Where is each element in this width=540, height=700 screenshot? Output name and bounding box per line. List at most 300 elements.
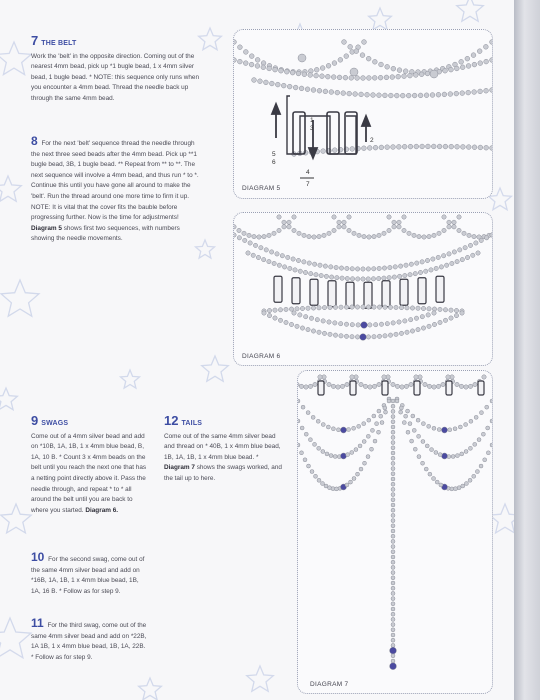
- diagram-reference: Diagram 7: [164, 464, 195, 472]
- silver-bead: [406, 409, 410, 413]
- silver-bead: [296, 258, 300, 262]
- silver-bead: [338, 57, 343, 62]
- silver-bead: [356, 472, 360, 476]
- silver-bead: [464, 423, 468, 427]
- silver-bead: [471, 253, 475, 257]
- silver-bead: [327, 382, 331, 386]
- silver-bead: [432, 233, 436, 237]
- silver-bead: [368, 385, 372, 389]
- silver-bead: [368, 323, 372, 327]
- silver-bead: [372, 75, 377, 80]
- silver-bead: [442, 215, 446, 219]
- silver-bead: [391, 441, 395, 445]
- silver-bead: [449, 308, 453, 312]
- silver-bead: [303, 270, 307, 274]
- silver-bead: [332, 61, 337, 66]
- silver-bead: [252, 78, 257, 83]
- silver-bead: [282, 220, 286, 224]
- blue-bead: [360, 334, 367, 341]
- silver-bead: [339, 266, 343, 270]
- silver-bead: [306, 411, 310, 415]
- silver-bead: [311, 306, 315, 310]
- bugle-bead: [382, 281, 390, 307]
- silver-bead: [479, 238, 483, 242]
- silver-bead: [234, 40, 236, 45]
- silver-bead: [382, 375, 386, 379]
- bugle-bead: [293, 112, 305, 154]
- silver-bead: [391, 617, 395, 621]
- silver-bead: [281, 83, 286, 88]
- silver-bead: [391, 576, 395, 580]
- silver-bead: [452, 220, 456, 224]
- silver-bead: [339, 334, 343, 338]
- silver-bead: [295, 324, 299, 328]
- silver-bead: [443, 68, 448, 73]
- bugle-bead: [446, 381, 452, 395]
- silver-bead: [441, 382, 445, 386]
- silver-bead: [249, 62, 254, 67]
- step-number: 11: [31, 616, 44, 630]
- silver-bead: [407, 231, 411, 235]
- silver-bead: [425, 71, 430, 76]
- silver-bead: [293, 268, 297, 272]
- silver-bead: [402, 228, 406, 232]
- silver-bead: [404, 384, 408, 388]
- silver-bead: [361, 267, 365, 271]
- needle-label: 2: [370, 137, 374, 144]
- silver-bead: [427, 424, 431, 428]
- silver-bead: [391, 654, 395, 658]
- silver-bead: [388, 93, 393, 98]
- silver-bead: [336, 385, 340, 389]
- silver-bead: [361, 76, 366, 81]
- silver-bead: [273, 67, 278, 72]
- silver-bead: [400, 93, 405, 98]
- silver-bead: [325, 452, 329, 456]
- silver-bead: [483, 44, 488, 49]
- silver-bead: [237, 236, 241, 240]
- silver-bead: [371, 93, 376, 98]
- silver-bead: [465, 255, 469, 259]
- silver-bead: [372, 59, 377, 64]
- silver-bead: [272, 231, 276, 235]
- silver-bead: [391, 539, 395, 543]
- silver-bead: [391, 451, 395, 455]
- silver-bead: [318, 375, 322, 379]
- silver-bead: [486, 426, 490, 430]
- silver-bead: [295, 307, 299, 311]
- silver-bead: [391, 524, 395, 528]
- silver-bead: [284, 307, 288, 311]
- silver-bead: [379, 322, 383, 326]
- silver-bead: [365, 92, 370, 97]
- silver-bead: [484, 59, 489, 64]
- silver-bead: [302, 260, 306, 264]
- step-title: SWAGS: [41, 420, 69, 427]
- silver-bead: [269, 250, 273, 254]
- silver-bead: [391, 435, 395, 439]
- silver-bead: [391, 550, 395, 554]
- silver-bead: [436, 92, 441, 97]
- silver-bead: [452, 225, 456, 229]
- silver-bead: [326, 63, 331, 68]
- silver-bead: [377, 382, 381, 386]
- step-11: [31, 618, 149, 663]
- silver-bead: [391, 565, 395, 569]
- silver-bead: [379, 145, 384, 150]
- silver-bead: [363, 461, 367, 465]
- silver-bead: [392, 225, 396, 229]
- silver-bead: [361, 305, 365, 309]
- silver-bead: [359, 92, 364, 97]
- silver-bead: [279, 68, 284, 73]
- step-7: [31, 33, 201, 105]
- silver-bead: [437, 428, 441, 432]
- silver-bead: [350, 375, 354, 379]
- silver-bead: [286, 255, 290, 259]
- silver-bead: [298, 54, 306, 62]
- silver-bead: [392, 220, 396, 224]
- silver-bead: [410, 306, 414, 310]
- silver-bead: [425, 258, 429, 262]
- silver-bead: [418, 375, 422, 379]
- silver-bead: [306, 306, 310, 310]
- silver-bead: [460, 311, 464, 315]
- silver-bead: [356, 323, 360, 327]
- silver-bead: [377, 430, 381, 434]
- silver-bead: [318, 263, 322, 267]
- silver-bead: [391, 382, 395, 386]
- silver-bead: [243, 50, 248, 55]
- step-title: THE BELT: [41, 40, 77, 47]
- silver-bead: [344, 54, 349, 59]
- silver-bead: [297, 231, 301, 235]
- silver-bead: [317, 478, 321, 482]
- silver-bead: [482, 375, 486, 379]
- silver-bead: [429, 268, 433, 272]
- diagram-label: DIAGRAM 7: [310, 681, 349, 688]
- silver-bead: [413, 447, 417, 451]
- silver-bead: [478, 145, 483, 150]
- silver-bead: [391, 409, 395, 413]
- silver-bead: [302, 72, 307, 77]
- silver-bead: [410, 329, 414, 333]
- diagram-reference: Diagram 6.: [85, 506, 119, 514]
- silver-bead: [307, 261, 311, 265]
- silver-bead: [395, 384, 399, 388]
- silver-bead: [391, 529, 395, 533]
- silver-bead: [304, 385, 308, 389]
- silver-bead: [459, 59, 464, 64]
- silver-bead: [460, 257, 464, 261]
- bugle-bead: [327, 112, 339, 154]
- silver-bead: [372, 335, 376, 339]
- silver-bead: [399, 410, 403, 414]
- silver-bead: [333, 305, 337, 309]
- silver-bead: [426, 313, 430, 317]
- silver-bead: [425, 444, 429, 448]
- bugle-bead: [310, 279, 318, 305]
- silver-bead: [282, 265, 286, 269]
- silver-bead: [458, 248, 462, 252]
- silver-bead: [409, 382, 413, 386]
- silver-bead: [391, 659, 395, 663]
- silver-bead: [478, 89, 483, 94]
- silver-bead: [334, 265, 338, 269]
- silver-bead: [350, 450, 354, 454]
- silver-bead: [375, 422, 379, 426]
- silver-bead: [366, 305, 370, 309]
- silver-bead: [307, 234, 311, 238]
- silver-bead: [421, 461, 425, 465]
- silver-bead: [320, 66, 325, 71]
- silver-bead: [473, 382, 477, 386]
- silver-bead: [347, 228, 351, 232]
- silver-bead: [243, 61, 248, 66]
- silver-bead: [483, 458, 487, 462]
- silver-bead: [427, 307, 431, 311]
- silver-bead: [448, 428, 452, 432]
- silver-bead: [391, 602, 395, 606]
- silver-bead: [301, 405, 305, 409]
- silver-bead: [457, 228, 461, 232]
- silver-bead: [474, 241, 478, 245]
- silver-bead: [348, 44, 353, 49]
- bugle-bead: [346, 282, 354, 308]
- silver-bead: [366, 434, 370, 438]
- silver-bead: [315, 317, 319, 321]
- silver-bead: [234, 58, 236, 63]
- silver-bead: [292, 215, 296, 219]
- silver-bead: [477, 49, 482, 54]
- silver-bead: [362, 422, 366, 426]
- silver-bead: [317, 330, 321, 334]
- silver-bead: [391, 581, 395, 585]
- silver-bead: [354, 49, 359, 54]
- bugle-bead: [274, 276, 282, 302]
- silver-bead: [391, 477, 395, 481]
- silver-bead: [314, 73, 319, 78]
- silver-bead: [261, 257, 265, 261]
- silver-bead: [391, 612, 395, 616]
- silver-bead: [292, 311, 296, 315]
- silver-bead: [475, 470, 479, 474]
- silver-bead: [460, 91, 465, 96]
- silver-bead: [391, 482, 395, 486]
- step-body: For the second swag, come out of the same 4mm silver bead and add on *16B, 1A, 1B, 1 x 4mm blue bead, 1B, 1A, 16 B. * Follow as for step 9.: [31, 556, 145, 595]
- silver-bead: [359, 382, 363, 386]
- silver-bead: [391, 638, 395, 642]
- silver-bead: [443, 318, 447, 322]
- bugle-bead: [318, 381, 324, 395]
- silver-bead: [405, 330, 409, 334]
- silver-bead: [437, 144, 442, 149]
- silver-bead: [391, 586, 395, 590]
- silver-bead: [382, 231, 386, 235]
- diagram-7-illustration: [298, 371, 492, 693]
- silver-bead: [356, 277, 360, 281]
- silver-bead: [472, 234, 476, 238]
- silver-bead: [344, 305, 348, 309]
- silver-bead: [298, 382, 299, 386]
- silver-bead: [350, 267, 354, 271]
- silver-bead: [453, 427, 457, 431]
- silver-bead: [350, 68, 358, 76]
- silver-bead: [385, 321, 389, 325]
- silver-bead: [329, 275, 333, 279]
- silver-bead: [313, 442, 317, 446]
- silver-bead: [490, 419, 492, 423]
- silver-bead: [287, 84, 292, 89]
- silver-bead: [272, 261, 276, 265]
- silver-bead: [430, 70, 438, 78]
- silver-bead: [424, 467, 428, 471]
- silver-bead: [412, 233, 416, 237]
- silver-bead: [238, 45, 243, 50]
- silver-bead: [340, 384, 344, 388]
- silver-bead: [409, 262, 413, 266]
- silver-bead: [384, 75, 389, 80]
- silver-bead: [388, 305, 392, 309]
- silver-bead: [355, 335, 359, 339]
- silver-bead: [300, 451, 304, 455]
- silver-bead: [408, 317, 412, 321]
- blue-bead: [390, 663, 397, 670]
- silver-bead: [327, 320, 331, 324]
- silver-bead: [442, 228, 446, 232]
- silver-bead: [355, 267, 359, 271]
- silver-bead: [311, 329, 315, 333]
- silver-bead: [436, 255, 440, 259]
- silver-bead: [304, 432, 308, 436]
- step-number: 8: [31, 134, 38, 148]
- step-title: TAILS: [181, 420, 203, 427]
- bugle-bead: [328, 281, 336, 307]
- silver-bead: [257, 235, 261, 239]
- silver-bead: [350, 322, 354, 326]
- silver-bead: [331, 384, 335, 388]
- silver-bead: [388, 333, 392, 337]
- silver-bead: [267, 66, 272, 71]
- silver-bead: [396, 144, 401, 149]
- silver-bead: [432, 477, 436, 481]
- silver-bead: [335, 90, 340, 95]
- silver-bead: [468, 446, 472, 450]
- silver-bead: [419, 72, 424, 77]
- needle-label: 6: [272, 159, 276, 166]
- silver-bead: [303, 314, 307, 318]
- silver-bead: [436, 384, 440, 388]
- silver-bead: [447, 225, 451, 229]
- silver-bead: [465, 56, 470, 61]
- step-body: For the next 'belt' sequence thread the needle through the next three seed beads after the 4mm bead. Pick up **1 bugle bead, 3B, 1 bugle bead. ** Repeat from ** to **. The next sequence will involve a 4mm bead, and thus run * to *. Continue this until you have gone all around to make the 'belt'. Run the thread around one more time to firm it up. NOTE: It is vital that the cover fits the bauble before progressing further. Now is the time for adjustments!: [31, 140, 199, 222]
- silver-bead: [474, 415, 478, 419]
- silver-bead: [350, 335, 354, 339]
- silver-bead: [387, 215, 391, 219]
- bugle-bead: [478, 381, 484, 395]
- silver-bead: [396, 74, 401, 79]
- silver-bead: [444, 263, 448, 267]
- silver-bead: [468, 243, 472, 247]
- silver-bead: [321, 149, 326, 154]
- silver-bead: [468, 384, 472, 388]
- silver-bead: [400, 385, 404, 389]
- silver-bead: [298, 443, 300, 447]
- silver-bead: [383, 334, 387, 338]
- silver-bead: [255, 57, 260, 62]
- silver-bead: [455, 259, 459, 263]
- silver-bead: [345, 276, 349, 280]
- silver-bead: [379, 62, 384, 67]
- silver-bead: [383, 93, 388, 98]
- silver-bead: [421, 422, 425, 426]
- silver-bead: [324, 274, 328, 278]
- silver-bead: [359, 467, 363, 471]
- silver-bead: [340, 276, 344, 280]
- step-number: 12: [164, 413, 179, 428]
- silver-bead: [462, 231, 466, 235]
- silver-bead: [234, 225, 236, 229]
- step-body-end: shows first two sequences, with numbers showing the needle movements.: [31, 224, 180, 243]
- silver-bead: [333, 321, 337, 325]
- silver-bead: [309, 271, 313, 275]
- silver-bead: [298, 399, 300, 403]
- silver-bead: [416, 306, 420, 310]
- silver-bead: [373, 439, 377, 443]
- silver-bead: [372, 384, 376, 388]
- silver-bead: [391, 597, 395, 601]
- silver-bead: [332, 228, 336, 232]
- silver-bead: [262, 311, 266, 315]
- silver-bead: [337, 75, 342, 80]
- silver-bead: [341, 91, 346, 96]
- silver-bead: [328, 332, 332, 336]
- silver-bead: [325, 74, 330, 79]
- silver-bead: [306, 327, 310, 331]
- silver-bead: [350, 147, 355, 152]
- silver-bead: [307, 464, 311, 468]
- silver-bead: [309, 316, 313, 320]
- silver-bead: [321, 319, 325, 323]
- silver-bead: [405, 306, 409, 310]
- silver-bead: [473, 442, 477, 446]
- silver-bead: [362, 234, 366, 238]
- silver-bead: [391, 545, 395, 549]
- silver-bead: [300, 426, 304, 430]
- silver-bead: [243, 238, 247, 242]
- silver-bead: [387, 228, 391, 232]
- silver-bead: [391, 420, 395, 424]
- silver-bead: [402, 144, 407, 149]
- silver-bead: [403, 319, 407, 323]
- silver-bead: [322, 233, 326, 237]
- silver-bead: [391, 145, 396, 150]
- silver-bead: [362, 40, 367, 45]
- silver-bead: [391, 487, 395, 491]
- silver-bead: [394, 332, 398, 336]
- silver-bead: [424, 269, 428, 273]
- silver-bead: [408, 144, 413, 149]
- silver-bead: [372, 305, 376, 309]
- bugle-bead: [364, 282, 372, 308]
- silver-bead: [451, 454, 455, 458]
- silver-bead: [377, 93, 382, 98]
- silver-bead: [292, 228, 296, 232]
- silver-bead: [438, 320, 442, 324]
- silver-bead: [237, 59, 242, 64]
- silver-bead: [321, 423, 325, 427]
- silver-bead: [427, 384, 431, 388]
